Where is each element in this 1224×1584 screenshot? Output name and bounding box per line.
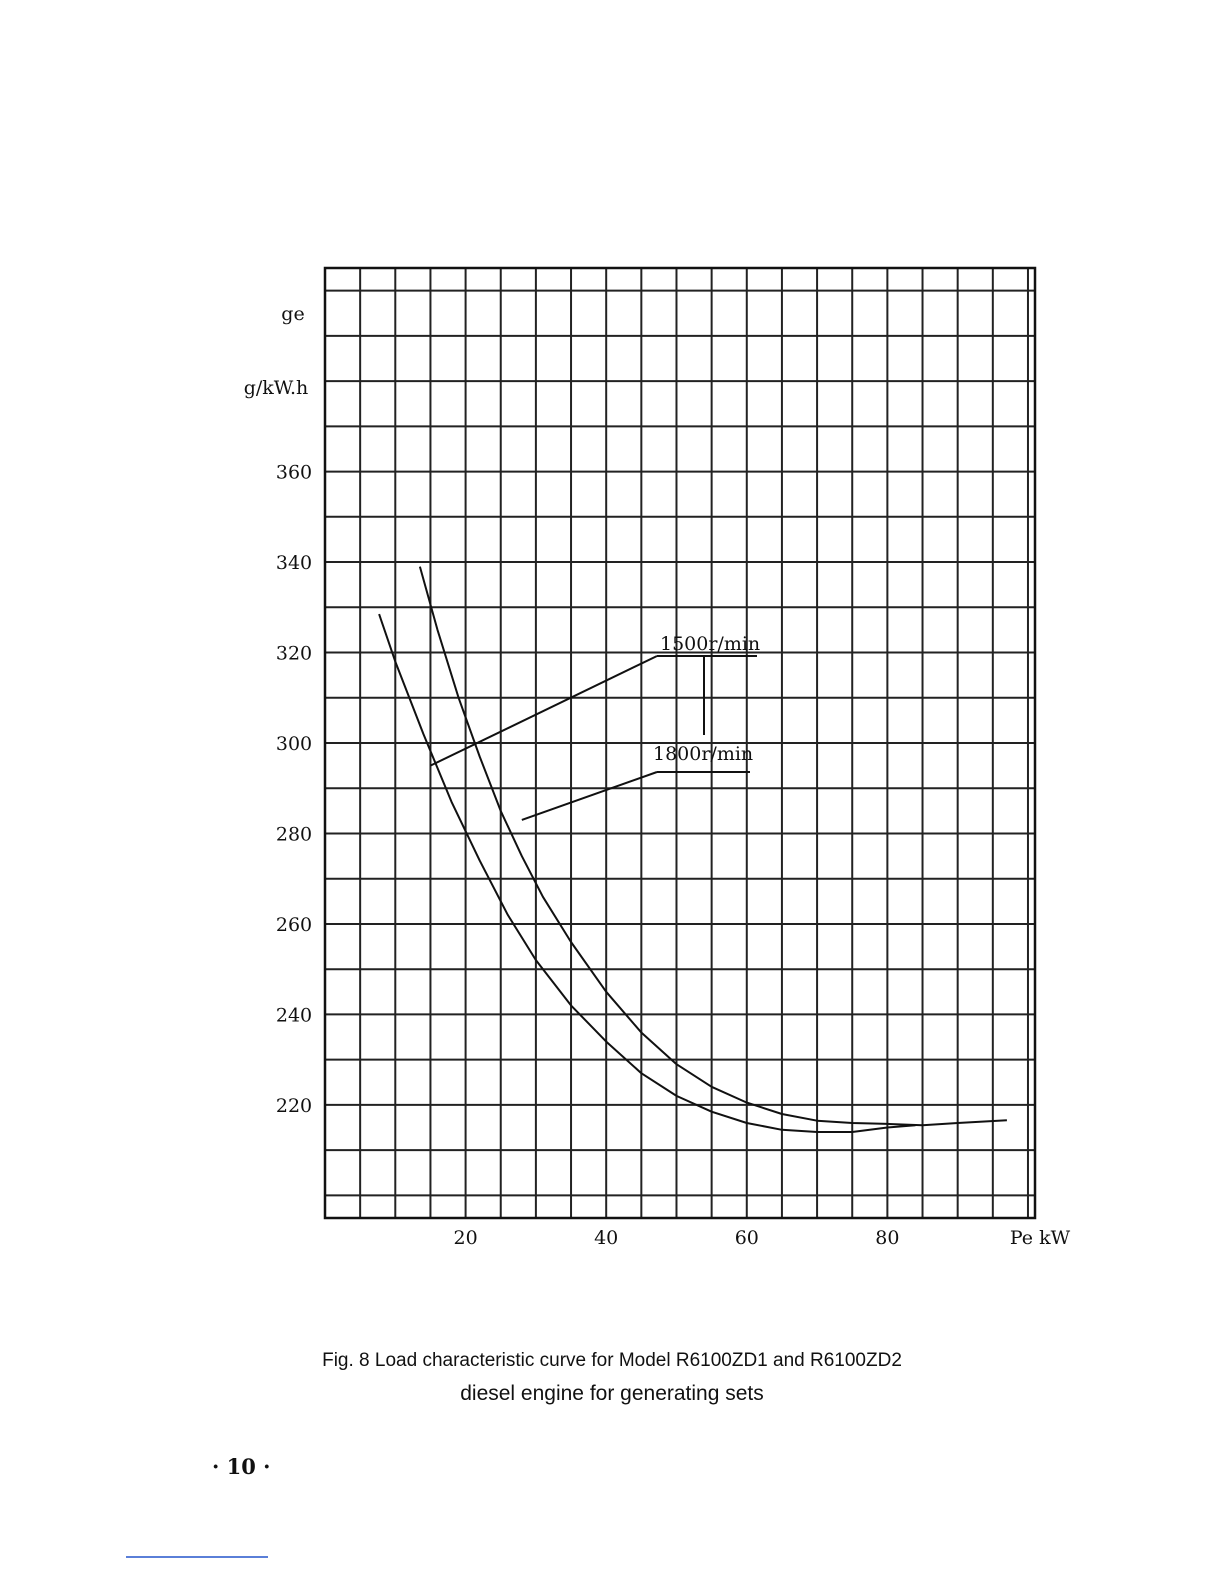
y-axis-unit: g/kW.h — [243, 377, 309, 399]
y-tick-label: 320 — [275, 642, 313, 665]
series-line-1500rmin — [379, 614, 915, 1132]
x-tick-label: 40 — [594, 1227, 619, 1249]
figure-caption-line1: Fig. 8 Load characteristic curve for Model R6100ZD1 and R6100ZD2 — [322, 1350, 902, 1371]
y-axis-label: ge — [281, 303, 305, 325]
annotation-label: 1800r/min — [653, 743, 754, 765]
annotation-leader — [430, 656, 657, 766]
y-tick-label: 340 — [275, 552, 313, 575]
y-tick-label: 360 — [275, 461, 313, 484]
y-tick-label: 300 — [275, 733, 313, 755]
page-number: · 10 · — [212, 1454, 271, 1479]
chart-labels — [244, 303, 1071, 1249]
x-axis-label: Pe kW — [1009, 1227, 1071, 1249]
blue-rule — [126, 1556, 268, 1558]
x-tick-label: 80 — [875, 1227, 900, 1249]
annotation-label: 1500r/min — [660, 633, 761, 655]
x-tick-label: 60 — [734, 1227, 759, 1249]
figure-caption-line2: diesel engine for generating sets — [460, 1382, 764, 1405]
y-tick-label: 280 — [275, 823, 313, 846]
x-tick-label: 20 — [453, 1227, 478, 1249]
y-tick-label: 240 — [275, 1004, 313, 1027]
annotation-leader — [522, 772, 657, 820]
y-tick-label: 220 — [275, 1094, 313, 1117]
y-tick-label: 260 — [275, 913, 313, 936]
